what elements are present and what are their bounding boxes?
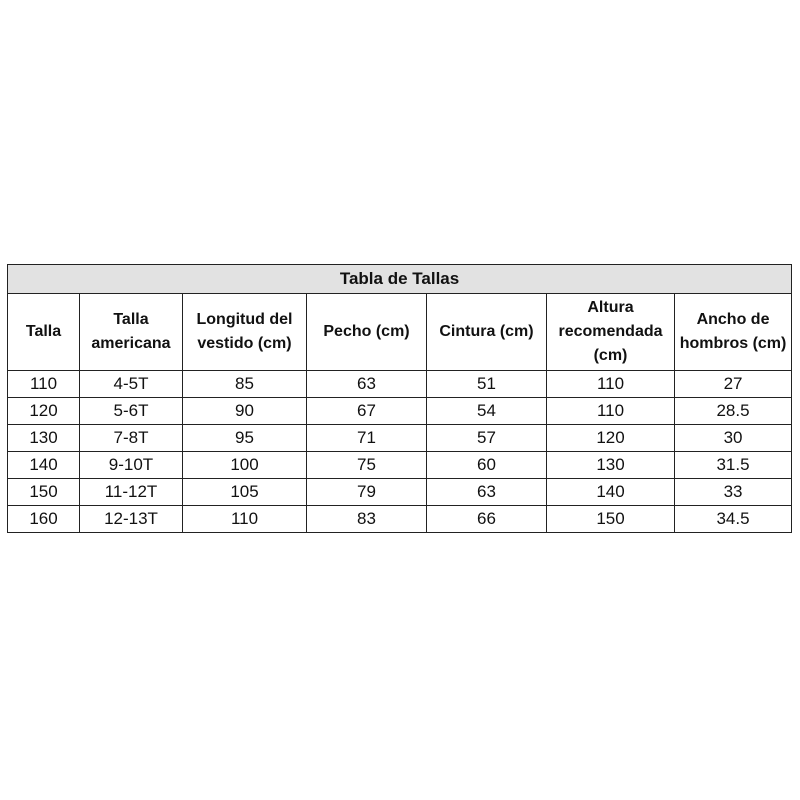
table-cell: 105 [183,479,307,506]
column-header: Ancho de hombros (cm) [675,294,792,371]
header-row [8,294,792,371]
table-cell: 71 [307,425,427,452]
table-cell: 31.5 [675,452,792,479]
table-cell: 34.5 [675,506,792,533]
table-cell: 4-5T [80,371,183,398]
table-cell: 63 [307,371,427,398]
table-cell: 33 [675,479,792,506]
table-cell: 67 [307,398,427,425]
size-chart-table [7,264,792,533]
table-cell: 160 [8,506,80,533]
table-cell: 66 [427,506,547,533]
table-cell: 30 [675,425,792,452]
table-cell: 120 [8,398,80,425]
table-cell: 130 [8,425,80,452]
table-cell: 27 [675,371,792,398]
column-header: Talla [8,294,80,371]
table-row [8,506,792,533]
table-row [8,479,792,506]
table-cell: 63 [427,479,547,506]
table-cell: 110 [8,371,80,398]
table-cell: 140 [547,479,675,506]
table-cell: 150 [8,479,80,506]
column-header: Pecho (cm) [307,294,427,371]
table-cell: 5-6T [80,398,183,425]
table-cell: 9-10T [80,452,183,479]
table-cell: 95 [183,425,307,452]
table-cell: 28.5 [675,398,792,425]
table-row [8,425,792,452]
table-cell: 140 [8,452,80,479]
column-header: Altura recomendada (cm) [547,294,675,371]
table-cell: 51 [427,371,547,398]
table-cell: 75 [307,452,427,479]
column-header: Talla americana [80,294,183,371]
table-cell: 85 [183,371,307,398]
table-row [8,398,792,425]
table-cell: 150 [547,506,675,533]
table-cell: 110 [183,506,307,533]
table-cell: 90 [183,398,307,425]
table-cell: 60 [427,452,547,479]
table-row [8,371,792,398]
table-cell: 57 [427,425,547,452]
table-cell: 130 [547,452,675,479]
table-cell: 83 [307,506,427,533]
column-header: Cintura (cm) [427,294,547,371]
table-cell: 79 [307,479,427,506]
table-row [8,452,792,479]
table-cell: 12-13T [80,506,183,533]
table-cell: 100 [183,452,307,479]
table-cell: 110 [547,398,675,425]
table-cell: 54 [427,398,547,425]
table-cell: 120 [547,425,675,452]
table-cell: 110 [547,371,675,398]
column-header: Longitud del vestido (cm) [183,294,307,371]
table-title: Tabla de Tallas [8,265,792,294]
table-cell: 11-12T [80,479,183,506]
table-cell: 7-8T [80,425,183,452]
